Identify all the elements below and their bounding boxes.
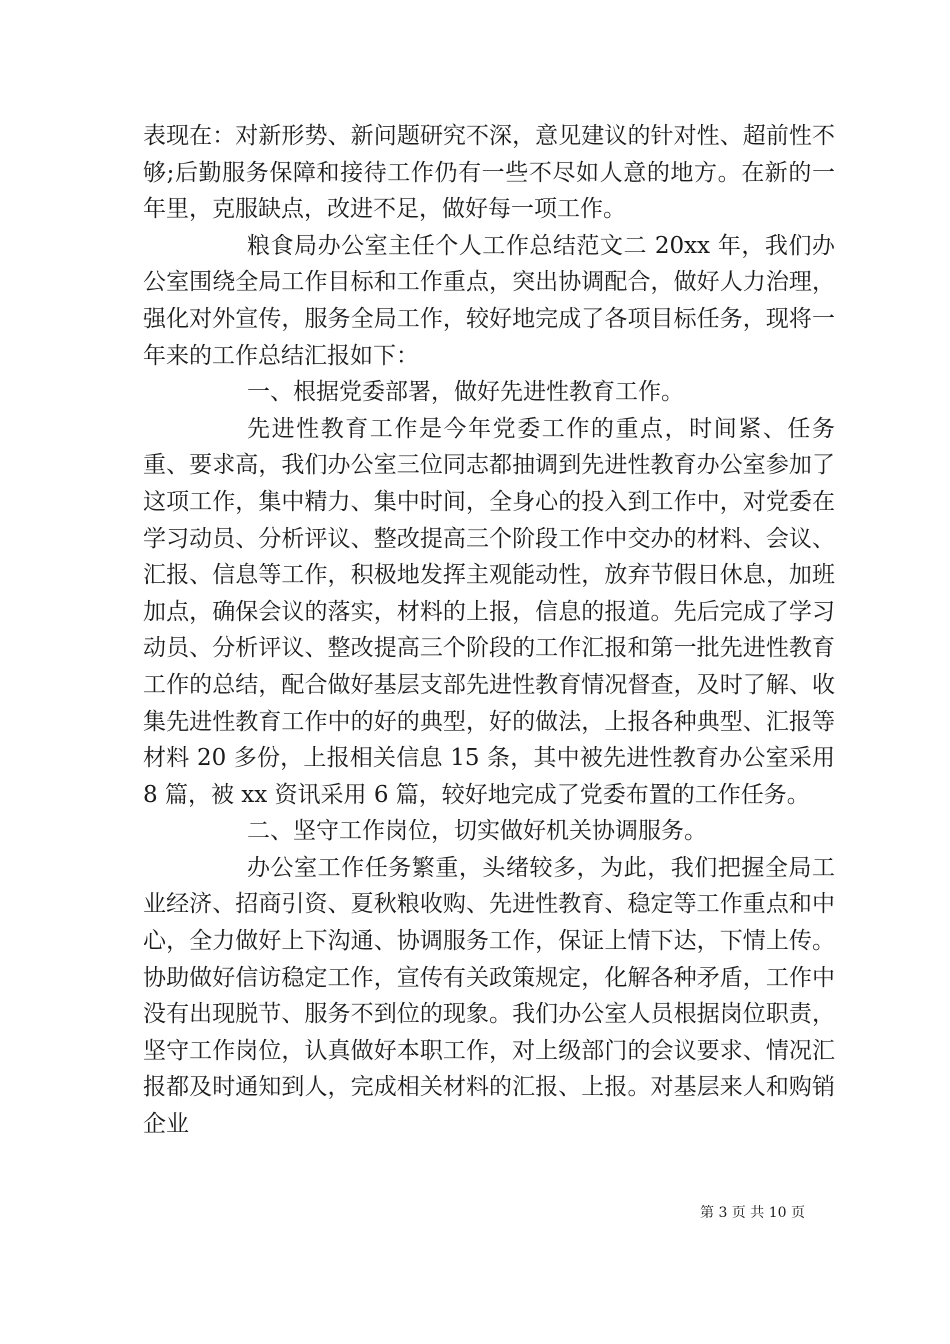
paragraph-2: 粮食局办公室主任个人工作总结范文二 20xx 年，我们办公室围绕全局工作目标和工作重点，突出协调配合，做好人力治理，强化对外宣传，服务全局工作，较好地完成了各项目标任务，现将一年来的工作总结汇报如下： (143, 232, 835, 369)
paragraph-1: 表现在：对新形势、新问题研究不深，意见建议的针对性、超前性不够;后勤服务保障和接待工作仍有一些不尽如人意的地方。在新的一年里，克服缺点，改进不足，做好每一项工作。 (143, 123, 835, 223)
paragraph-3: 先进性教育工作是今年党委工作的重点，时间紧、任务重、要求高，我们办公室三位同志都抽调到先进性教育办公室参加了这项工作，集中精力、集中时间，全身心的投入到工作中，对党委在学习动员、分析评议、整改提高三个阶段工作中交办的材料、会议、汇报、信息等工作，积极地发挥主观能动性，放弃节假日休息，加班加点，确保会议的落实，材料的上报，信息的报道。先后完成了学习动员、分析评议、整改提高三个阶段的工作汇报和第一批先进性教育工作的总结，配合做好基层支部先进性教育情况督查，及时了解、收集先进性教育工作中的好的典型，好的做法，上报各种典型、汇报等材料 20 多份，上报相关信息 15 条，其中被先进性教育办公室采用 8 篇，被 xx 资讯采用 6 篇，较好地完成了党委布置的工作任务。 (143, 415, 835, 808)
paragraph-4: 办公室工作任务繁重，头绪较多，为此，我们把握全局工业经济、招商引资、夏秋粮收购、先进性教育、稳定等工作重点和中心，全力做好上下沟通、协调服务工作，保证上情下达，下情上传。协助做好信访稳定工作，宣传有关政策规定，化解各种矛盾，工作中没有出现脱节、服务不到位的现象。我们办公室人员根据岗位职责，坚守工作岗位，认真做好本职工作，对上级部门的会议要求、情况汇报都及时通知到人，完成相关材料的汇报、上报。对基层来人和购销企业 (143, 854, 835, 1138)
section-heading-1: 一、根据党委部署，做好先进性教育工作。 (247, 379, 684, 406)
section-heading-2: 二、坚守工作岗位，切实做好机关协调服务。 (247, 818, 707, 845)
page-number: 第 3 页 共 10 页 (700, 1205, 805, 1221)
document-body (143, 118, 835, 1143)
